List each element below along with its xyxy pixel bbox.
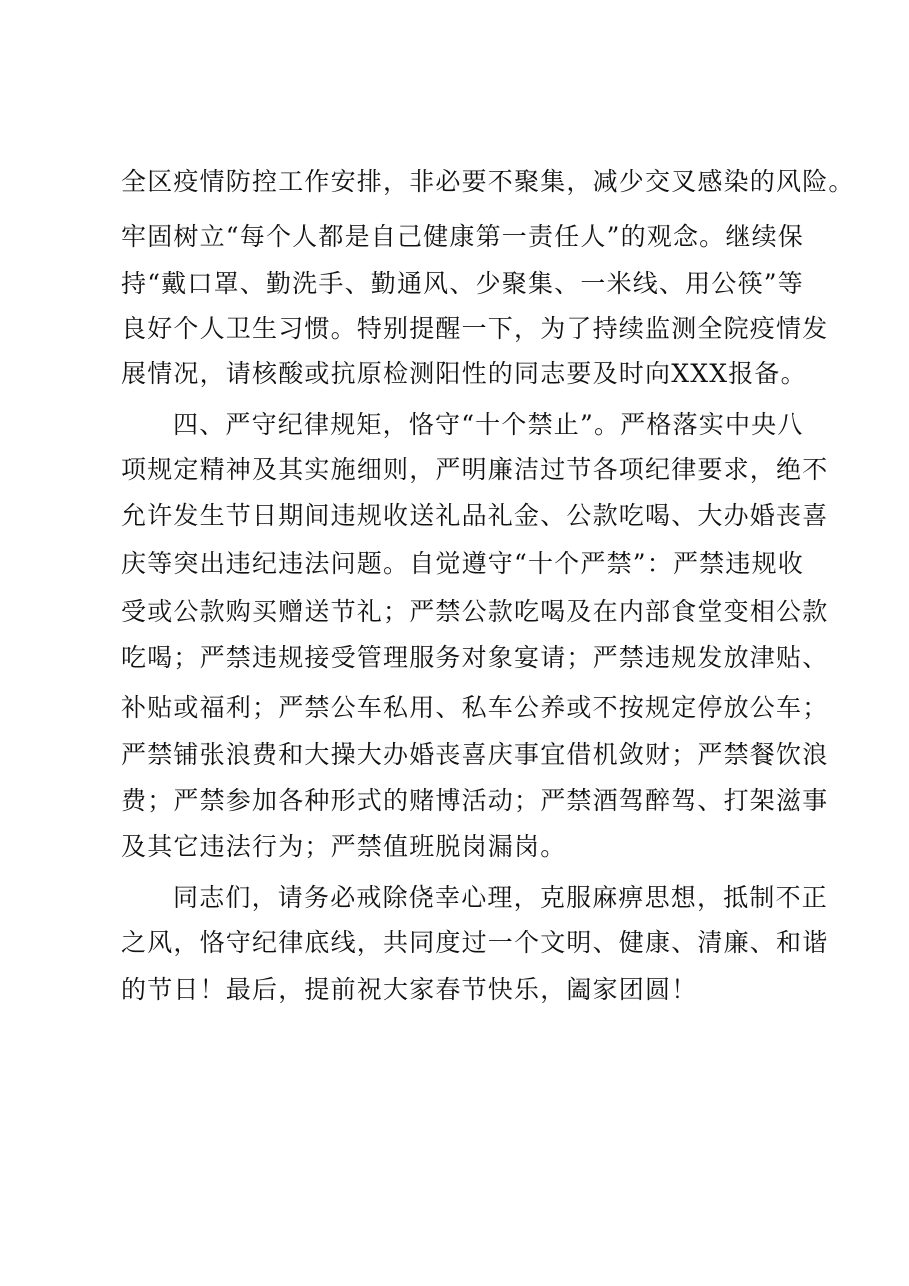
paragraph-line: 项规定精神及其实施细则，严明廉洁过节各项纪律要求，绝不 [121,455,829,484]
paragraph-line: 展情况，请核酸或抗原检测阳性的同志要及时向XXX报备。 [121,359,807,388]
paragraph-line: 严禁铺张浪费和大操大办婚丧喜庆事宜借机敛财；严禁餐饮浪 [121,740,829,769]
paragraph-line: 的节日！最后，提前祝大家春节快乐，阖家团圆！ [121,975,698,1004]
paragraph-line: 受或公款购买赠送节礼；严禁公款吃喝及在内部食堂变相公款 [121,597,829,626]
paragraph-line: 允许发生节日期间违规收送礼品礼金、公款吃喝、大办婚丧喜 [121,501,829,530]
paragraph-line: 吃喝；严禁违规接受管理服务对象宴请；严禁违规发放津贴、 [121,643,829,672]
paragraph-line: 持“戴口罩、勤洗手、勤通风、少聚集、一米线、用公筷”等 [121,269,804,298]
paragraph-line: 良好个人卫生习惯。特别提醒一下，为了持续监测全院疫情发 [121,314,829,343]
paragraph-line: 之风，恪守纪律底线，共同度过一个文明、健康、清廉、和谐 [121,928,829,957]
paragraph-line: 全区疫情防控工作安排，非必要不聚集，减少交叉感染的风险。 [121,167,855,196]
paragraph-line: 同志们，请务必戒除侥幸心理，克服麻痹思想，抵制不正 [173,883,829,912]
paragraph-line: 及其它违法行为；严禁值班脱岗漏岗。 [121,832,567,861]
paragraph-line: 四、严守纪律规矩，恪守“十个禁止”。严格落实中央八 [173,410,804,439]
paragraph-line: 牢固树立“每个人都是自己健康第一责任人”的观念。继续保 [121,222,804,251]
paragraph-line: 补贴或福利；严禁公车私用、私车公养或不按规定停放公车； [121,693,829,722]
paragraph-line: 费；严禁参加各种形式的赌博活动；严禁酒驾醉驾、打架滋事 [121,786,829,815]
paragraph-line: 庆等突出违纪违法问题。自觉遵守“十个严禁”：严禁违规收 [121,549,804,578]
